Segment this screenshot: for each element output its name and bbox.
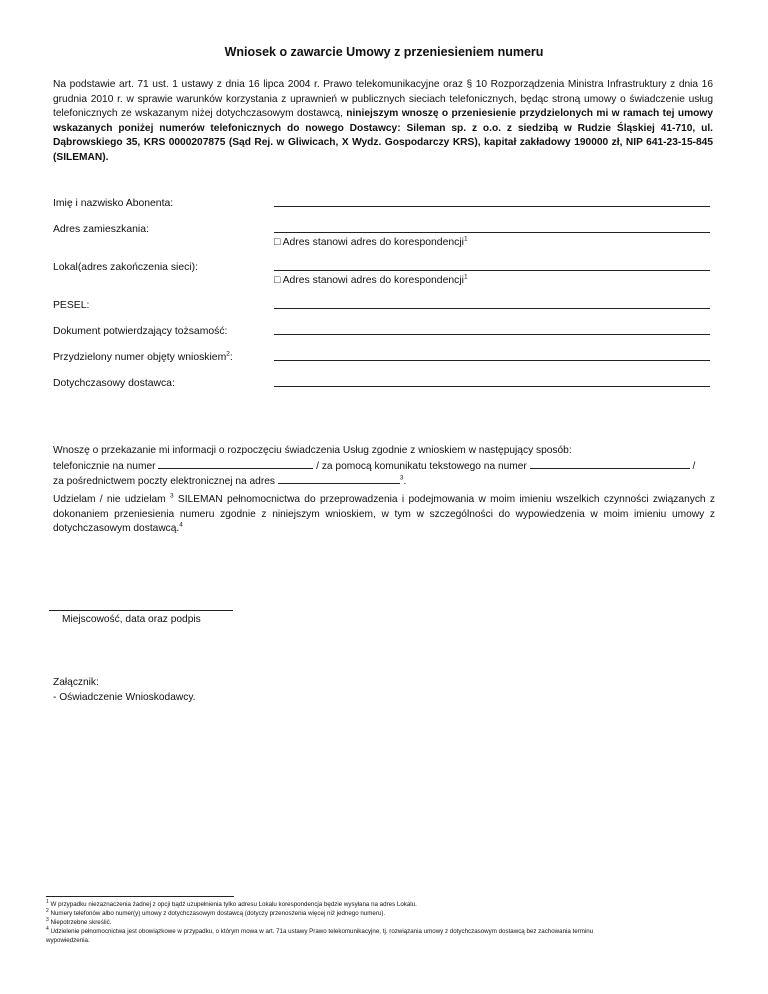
address-correspondence-checkbox[interactable]	[274, 237, 468, 248]
signature-label: Miejscowość, data oraz podpis	[62, 614, 201, 625]
local-correspondence-checkbox[interactable]	[274, 275, 468, 286]
authorization-start: Udzielam / nie udzielam	[53, 494, 170, 505]
local-check-label: □ Adres stanowi adres do korespondencji	[274, 275, 464, 286]
footnote-3	[46, 916, 726, 928]
footnote-text: Numery telefonów albo numer(y) umowy z dotychczasowym dostawcą (dotyczy przenoszenia więcej niż jednego numeru).	[50, 909, 386, 917]
notification-paragraph	[53, 444, 715, 490]
page-title: Wniosek o zawarcie Umowy z przeniesieniem numeru	[224, 45, 544, 59]
footnote-2	[46, 907, 726, 919]
pesel-label: PESEL:	[53, 300, 90, 311]
number-field[interactable]	[274, 360, 710, 361]
number-label	[53, 352, 233, 363]
footnote-ref: 1	[463, 273, 468, 281]
provider-label: Dotychczasowy dostawca:	[53, 378, 175, 389]
footnote-4-continued	[46, 937, 726, 946]
address-field[interactable]	[274, 232, 710, 233]
signature-line[interactable]	[49, 610, 233, 611]
footnote-1	[46, 898, 726, 910]
footnote-ref: 3	[399, 474, 404, 482]
email-field[interactable]	[278, 474, 400, 484]
number-label-colon: :	[229, 352, 233, 363]
sms-text: / za pomocą komunikatu tekstowego na numer	[313, 460, 530, 472]
local-field[interactable]	[274, 270, 710, 271]
pesel-field[interactable]	[274, 308, 710, 309]
email-text: za pośrednictwem poczty elektronicznej na adres	[53, 476, 278, 488]
intro-paragraph	[53, 78, 713, 165]
local-label: Lokal(adres zakończenia sieci):	[53, 262, 198, 273]
footnote-number: 4	[46, 925, 49, 932]
slash-text: /	[689, 460, 696, 472]
notification-line1: Wnoszę o przekazanie mi informacji o rozpoczęciu świadczenia Usług zgodnie z wnioskiem w następujący sposób:	[53, 445, 572, 456]
authorization-body: SILEMAN pełnomocnictwa do przeprowadzenia i podejmowania w moim imieniu wszelkich czynności związanych z dokonaniem przeniesienia numeru zgodnie z niniejszym wnioskiem, w tym w szczególności do wypowiedzenia w moim imieniu umowy z dotychczasowym dostawcą.	[53, 494, 715, 535]
document-field[interactable]	[274, 334, 710, 335]
notification-line3	[53, 474, 715, 490]
footnote-text: wypowiedzenia.	[46, 936, 90, 944]
footnote-number: 1	[46, 898, 49, 905]
attachment-section	[53, 676, 196, 705]
footnote-ref: 4	[179, 521, 183, 529]
attachment-title: Załącznik:	[53, 677, 99, 688]
intro-text: Na podstawie art. 71 ust. 1 ustawy z dnia 16 lipca 2004 r. Prawo telekomunikacyjne oraz § 10 Rozporządzenia Ministra Infrastruktury z dnia 16 grudnia 2010 r. w sprawie warunków korzystania z uprawnień w publicznych sieciach telefonicznych, będąc stroną umowy o świadczenie usług telefonicznych ze wskazanym niżej dotychczasowym dostawcą,	[53, 79, 713, 119]
number-label-text: Przydzielony numer objęty wnioskiem	[53, 352, 227, 363]
authorization-paragraph	[53, 493, 715, 537]
footnote-ref: 1	[463, 235, 468, 243]
footnote-ref: 3	[169, 492, 174, 500]
phone-number-field[interactable]	[158, 459, 313, 469]
footnote-text: Niepotrzebne skreślić.	[50, 918, 112, 926]
address-label: Adres zamieszkania:	[53, 224, 149, 235]
footnote-4	[46, 925, 726, 937]
address-check-label: □ Adres stanowi adres do korespondencji	[274, 237, 464, 248]
name-field[interactable]	[274, 206, 710, 207]
footnote-number: 2	[46, 907, 49, 914]
provider-field[interactable]	[274, 386, 710, 387]
footnote-ref: 2	[226, 350, 230, 358]
sms-number-field[interactable]	[530, 459, 690, 469]
name-label: Imię i nazwisko Abonenta:	[53, 198, 174, 209]
attachment-item: - Oświadczenie Wnioskodawcy.	[53, 691, 196, 703]
footnote-text: Udzielenie pełnomocnictwa jest obowiązkowe w przypadku, o którym mowa w art. 71a ustawy Prawo telekomunikacyjne, tj. rozwiązania umowy z dotychczasowym dostawcą bez zachowania terminu	[50, 927, 594, 935]
notification-line2	[53, 459, 715, 475]
intro-bold-text: niniejszym wnoszę o przeniesienie przydzielonych mi w ramach tej umowy wskazanych poniżej numerów telefonicznych do nowego Dostawcy: Sileman sp. z o.o. z siedzibą w Rudzie Śląskiej 41-710, ul. Dąbrowskiego 35, KRS 0000207875 (Sąd Rej. w Gliwicach, X Wydz. Gospodarczy KRS), kapitał zakładowy 190000 zł, NIP 641-23-15-845 (SILEMAN).	[53, 108, 713, 163]
footnote-text: W przypadku niezaznaczenia żadnej z opcji bądź uzupełnienia tylko adresu Lokalu korespondencja będzie wysyłana na adres Lokalu.	[50, 901, 417, 908]
phone-text: telefonicznie na numer	[53, 460, 159, 472]
footnote-separator	[46, 896, 234, 897]
document-label: Dokument potwierdzający tożsamość:	[53, 326, 228, 337]
footnotes	[46, 898, 726, 946]
period-text: .	[403, 476, 407, 488]
footnote-number: 3	[46, 916, 49, 923]
